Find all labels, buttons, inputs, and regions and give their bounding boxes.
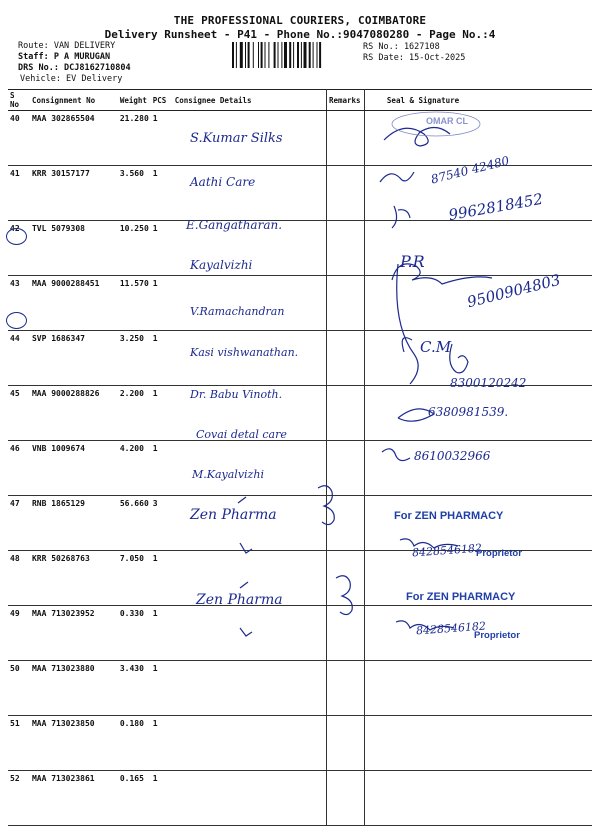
row-pcs: 1 xyxy=(151,661,173,716)
phone-46: 8300120242 xyxy=(450,376,527,390)
row-weight: 3.560 xyxy=(118,166,151,221)
company-title: THE PROFESSIONAL COURIERS, COIMBATORE xyxy=(173,14,427,27)
tick-mark-50 xyxy=(240,543,252,553)
row-consignment: MAA 713023952 xyxy=(30,606,118,661)
row-weight: 3.430 xyxy=(118,661,151,716)
signature-48 xyxy=(382,449,410,461)
row-weight: 0.330 xyxy=(118,606,151,661)
row-sno: 42 xyxy=(8,221,30,276)
row-weight: 4.200 xyxy=(118,441,151,496)
phone-41: 87540 42480 xyxy=(429,153,511,187)
row-weight: 56.660 xyxy=(118,496,151,551)
hw-consignee-40: S.Kumar Silks xyxy=(190,131,283,146)
row-pcs: 1 xyxy=(151,771,173,826)
signature-44 xyxy=(392,264,492,384)
col-remarks: Remarks xyxy=(326,90,364,111)
row-sno: 48 xyxy=(8,551,30,606)
bracket-mark-49 xyxy=(318,486,334,525)
initials-44: P.R xyxy=(400,252,425,271)
row-weight: 10.250 xyxy=(118,221,151,276)
signature-41 xyxy=(380,172,414,182)
row-consignment: KRR 30157177 xyxy=(30,166,118,221)
initials-45: C.M xyxy=(420,338,452,356)
hw-consignee-47: Covai detal care xyxy=(196,428,287,441)
drs-number: DRS No.: DCJ8162710804 xyxy=(18,63,131,73)
row-pcs: 1 xyxy=(151,716,173,771)
tick-mark-52 xyxy=(240,628,252,636)
proprietor-52: Proprietor xyxy=(474,630,520,641)
hw-consignee-48: M.Kayalvizhi xyxy=(192,468,264,481)
row-weight: 3.250 xyxy=(118,331,151,386)
row-weight: 0.180 xyxy=(118,716,151,771)
row-pcs: 1 xyxy=(151,386,173,441)
row-consignment: MAA 9000288826 xyxy=(30,386,118,441)
row-pcs: 1 xyxy=(151,111,173,166)
row-pcs: 1 xyxy=(151,606,173,661)
row-consignment: MAA 713023850 xyxy=(30,716,118,771)
phone-52: 8428546182 xyxy=(415,619,487,638)
runsheet-title: Delivery Runsheet - P41 - Phone No.:9047080280 - Page No.:4 xyxy=(104,28,496,41)
row-consignment: TVL 5079308 xyxy=(30,221,118,276)
row-pcs: 1 xyxy=(151,166,173,221)
signature-42 xyxy=(392,206,410,228)
signature-46 xyxy=(450,344,468,373)
vehicle-label: Vehicle: EV Delivery xyxy=(20,74,123,84)
hw-consignee-51: Zen Pharma xyxy=(196,592,283,608)
row-consignment: MAA 302865504 xyxy=(30,111,118,166)
route-label: Route: VAN DELIVERY xyxy=(18,41,116,51)
row-consignment: MAA 713023861 xyxy=(30,771,118,826)
zen-stamp-52: For ZEN PHARMACY xyxy=(406,591,516,603)
row-pcs: 1 xyxy=(151,331,173,386)
row-weight: 0.165 xyxy=(118,771,151,826)
row-sno: 44 xyxy=(8,331,30,386)
phone-47: 6380981539. xyxy=(428,405,509,419)
hw-consignee-42: E.Gangatharan. xyxy=(186,218,283,232)
row-sno: 51 xyxy=(8,716,30,771)
row-consignment: KRR 50268763 xyxy=(30,551,118,606)
row-weight: 21.280 xyxy=(118,111,151,166)
hw-consignee-46: Dr. Babu Vinoth. xyxy=(190,388,283,401)
hw-consignee-49: Zen Pharma xyxy=(190,507,277,523)
phone-50: 8428546182 xyxy=(411,541,483,560)
rs-number: RS No.: 1627108 xyxy=(363,42,440,52)
row-pcs: 3 xyxy=(151,496,173,551)
hw-consignee-45: Kasi vishwanathan. xyxy=(190,346,299,359)
row-weight: 7.050 xyxy=(118,551,151,606)
phone-44: 9500904803 xyxy=(465,270,563,312)
row-sno: 43 xyxy=(8,276,30,331)
row-pcs: 1 xyxy=(151,441,173,496)
phone-42: 9962818452 xyxy=(447,189,545,225)
col-seal: Seal & Signature xyxy=(364,90,592,111)
dash-mark-49 xyxy=(238,497,246,503)
phone-48: 8610032966 xyxy=(414,449,491,463)
col-pcs: PCS xyxy=(151,90,173,111)
row-consignment: MAA 713023880 xyxy=(30,661,118,716)
proprietor-50: Proprietor xyxy=(476,548,522,559)
dash-mark-51 xyxy=(240,582,248,588)
row-sno: 50 xyxy=(8,661,30,716)
row-weight: 11.570 xyxy=(118,276,151,331)
staff-label: Staff: P A MURUGAN xyxy=(18,52,111,62)
row-sno: 40 xyxy=(8,111,30,166)
signature-40 xyxy=(384,127,450,146)
hw-consignee-44: V.Ramachandran xyxy=(190,305,285,318)
row-consignment: VNB 1009674 xyxy=(30,441,118,496)
zen-stamp-50: For ZEN PHARMACY xyxy=(394,510,504,522)
row-sno: 52 xyxy=(8,771,30,826)
hw-consignee-43: Kayalvizhi xyxy=(190,258,253,272)
row-sno: 45 xyxy=(8,386,30,441)
hw-consignee-41: Aathi Care xyxy=(190,175,256,189)
row-sno: 41 xyxy=(8,166,30,221)
row-sno: 46 xyxy=(8,441,30,496)
row-consignment: RNB 1865129 xyxy=(30,496,118,551)
row-weight: 2.200 xyxy=(118,386,151,441)
row-pcs: 1 xyxy=(151,276,173,331)
col-consignment: Consignment No xyxy=(30,90,118,111)
row-sno: 49 xyxy=(8,606,30,661)
seal-text-40: OMAR CL xyxy=(426,116,468,126)
col-sno: S No xyxy=(8,90,30,111)
col-weight: Weight xyxy=(118,90,151,111)
row-consignment: MAA 9000288451 xyxy=(30,276,118,331)
row-sno: 47 xyxy=(8,496,30,551)
rs-date: RS Date: 15-Oct-2025 xyxy=(363,53,466,63)
row-consignment: SVP 1686347 xyxy=(30,331,118,386)
bracket-mark-51 xyxy=(336,576,352,615)
col-consignee: Consignee Details xyxy=(173,90,327,111)
row-pcs: 1 xyxy=(151,551,173,606)
row-pcs: 1 xyxy=(151,221,173,276)
